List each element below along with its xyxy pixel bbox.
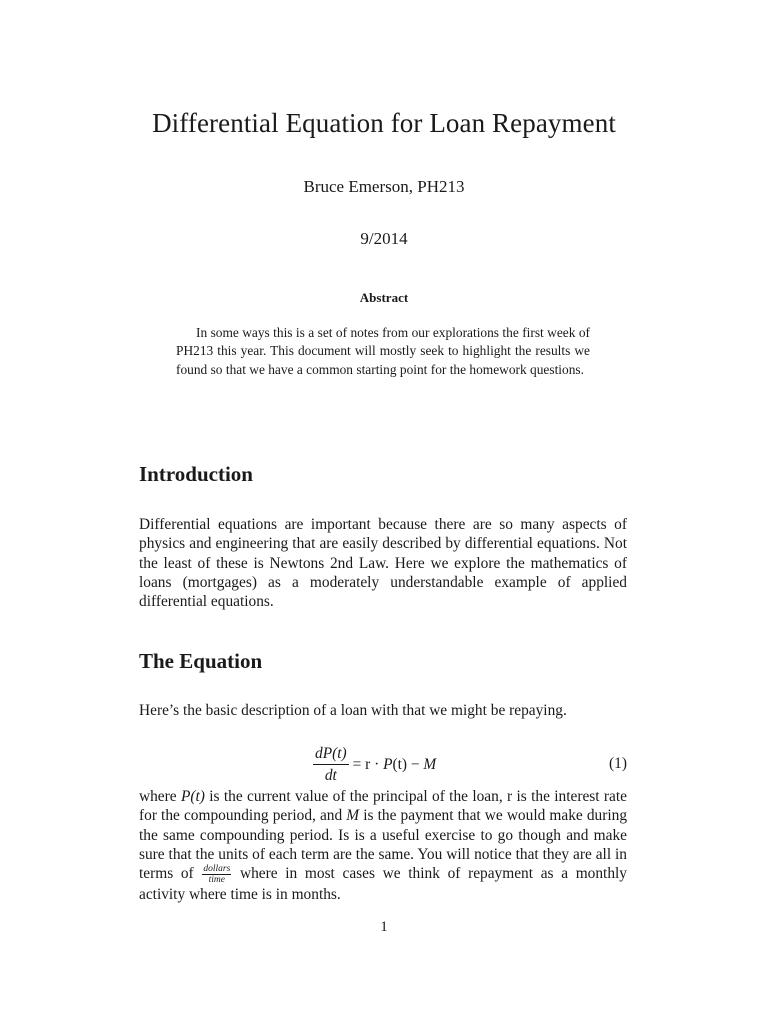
where-text-4: where in most cases we think of repayment as a monthly activity where time is in months. xyxy=(139,865,628,904)
equation-section-heading: The Equation xyxy=(139,649,263,673)
equation-number: (1) xyxy=(609,755,627,772)
equation-expression xyxy=(313,741,436,789)
units-denominator: time xyxy=(208,875,226,886)
rhs-equals: = r · xyxy=(352,756,384,773)
equation-intro-paragraph: Here’s the basic description of a loan with that we might be repaying. xyxy=(139,702,567,719)
where-text-2: is the current value of the principal of the loan, r is the interest rate for the compounding period, and xyxy=(139,788,627,825)
where-text-1: where xyxy=(139,788,181,805)
where-principal-symbol: P(t) xyxy=(180,788,205,805)
page-number: 1 xyxy=(380,919,388,935)
derivative-fraction xyxy=(313,745,349,785)
abstract-body: In some ways this is a set of notes from our explorations the first week of PH213 this year. This document will mostly seek to highlight the results we found so that we have a common starting point for the homework questions. xyxy=(176,325,590,377)
date-line: 9/2014 xyxy=(360,229,408,248)
rhs-principal: P xyxy=(383,756,393,773)
introduction-paragraph: Differential equations are important because there are so many aspects of physics and engineering that are easily described by differential equations. Not the least of these is Newtons 2nd Law. Here we explore the mathematics of loans (mortgages) as a moderately understandable example of applied differential equations. xyxy=(139,516,627,611)
equation-rhs xyxy=(353,756,437,774)
fraction-denominator: dt xyxy=(324,767,337,784)
where-payment-symbol: M xyxy=(346,807,360,825)
rhs-time: (t) − xyxy=(392,756,424,773)
abstract-heading: Abstract xyxy=(359,290,409,305)
author-line: Bruce Emerson, PH213 xyxy=(303,177,465,196)
equation-block xyxy=(139,741,627,789)
equation-explanation-paragraph xyxy=(139,787,627,904)
where-text-3: is the payment that we would make during the same compounding period. Is is a useful exercise to go though and make sure that the units of each term are the same. You will notice that they are all in terms of xyxy=(139,807,628,883)
units-fraction xyxy=(202,864,231,885)
fraction-numerator: dP(t) xyxy=(313,745,349,765)
page-title: Differential Equation for Loan Repayment xyxy=(152,108,616,138)
units-numerator: dollars xyxy=(203,864,231,875)
introduction-heading: Introduction xyxy=(139,462,253,486)
rhs-payment: M xyxy=(423,756,437,773)
